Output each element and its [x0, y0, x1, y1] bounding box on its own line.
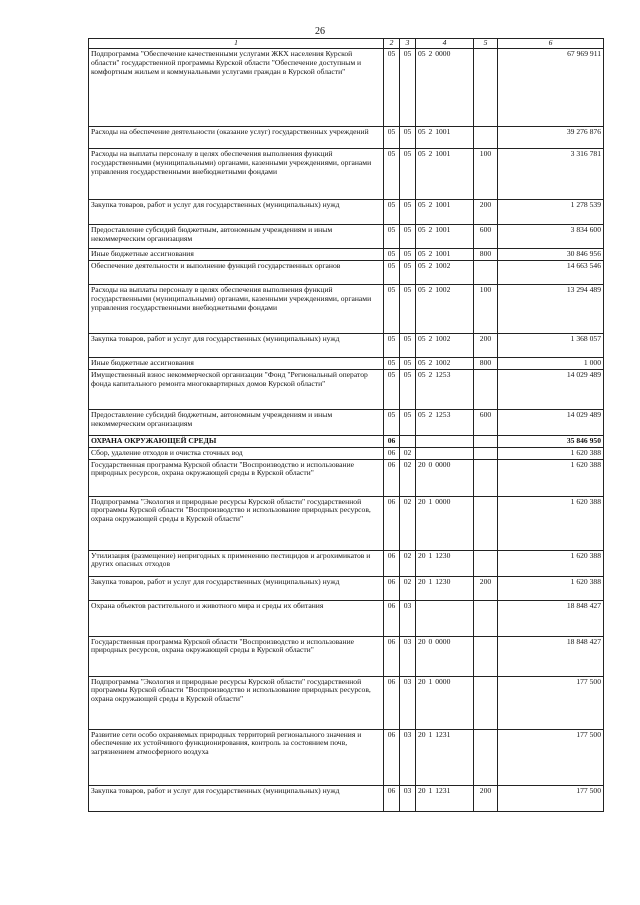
table-row — [89, 225, 604, 249]
row-razdel: 05 — [384, 225, 400, 249]
row-expense-type: 600 — [474, 225, 498, 249]
table-row — [89, 149, 604, 200]
row-amount: 1 368 057 — [498, 333, 604, 357]
row-target-article: 05 2 1253 — [416, 409, 474, 435]
row-name: Подпрограмма "Экология и природные ресурсы Курской области" государственной программы Курской области "Воспроизводство и использование природных ресурсов, охрана окружающей среды в Курской области" — [89, 676, 384, 729]
table-row — [89, 550, 604, 576]
row-podrazdel: 05 — [400, 409, 416, 435]
row-amount: 13 294 489 — [498, 284, 604, 333]
table-row — [89, 435, 604, 447]
row-amount: 30 846 956 — [498, 249, 604, 261]
row-amount: 177 500 — [498, 676, 604, 729]
row-expense-type: 100 — [474, 149, 498, 200]
table-row — [89, 636, 604, 676]
row-expense-type: 200 — [474, 785, 498, 811]
row-name: Закупка товаров, работ и услуг для государственных (муниципальных) нужд — [89, 576, 384, 600]
row-amount: 177 500 — [498, 785, 604, 811]
table-row — [89, 369, 604, 409]
row-target-article: 20 1 0000 — [416, 496, 474, 550]
row-name: Предоставление субсидий бюджетным, автономным учреждениям и иным некоммерческим организациям — [89, 409, 384, 435]
row-podrazdel: 05 — [400, 225, 416, 249]
row-podrazdel: 03 — [400, 729, 416, 785]
row-target-article: 05 2 1001 — [416, 127, 474, 149]
row-expense-type — [474, 127, 498, 149]
header-cell: 1 — [89, 39, 384, 49]
row-podrazdel — [400, 435, 416, 447]
row-target-article: 20 1 0000 — [416, 676, 474, 729]
row-amount: 39 276 876 — [498, 127, 604, 149]
table-row — [89, 127, 604, 149]
row-expense-type: 100 — [474, 284, 498, 333]
row-razdel: 05 — [384, 249, 400, 261]
row-expense-type — [474, 600, 498, 636]
row-podrazdel: 05 — [400, 357, 416, 369]
row-amount: 1 278 539 — [498, 200, 604, 225]
row-name: Предоставление субсидий бюджетным, автономным учреждениям и иным некоммерческим организациям — [89, 225, 384, 249]
table-row — [89, 357, 604, 369]
row-razdel: 06 — [384, 576, 400, 600]
row-razdel: 05 — [384, 260, 400, 284]
row-expense-type — [474, 550, 498, 576]
row-podrazdel: 05 — [400, 149, 416, 200]
row-name: Развитие сети особо охраняемых природных территорий регионального значения и обеспечение их устойчивого функционирования, контроль за состоянием почв, загрязнением атмосферного воздуха — [89, 729, 384, 785]
row-podrazdel: 05 — [400, 200, 416, 225]
table-row — [89, 200, 604, 225]
row-expense-type — [474, 496, 498, 550]
table-row — [89, 284, 604, 333]
row-target-article: 05 2 1001 — [416, 225, 474, 249]
row-amount: 1 620 388 — [498, 496, 604, 550]
row-target-article — [416, 600, 474, 636]
row-expense-type: 200 — [474, 576, 498, 600]
row-target-article: 05 2 1002 — [416, 357, 474, 369]
row-name: Государственная программа Курской области "Воспроизводство и использование природных ресурсов, охрана окружающей среды в Курской области" — [89, 636, 384, 676]
row-amount: 1 620 388 — [498, 459, 604, 496]
row-amount: 35 846 950 — [498, 435, 604, 447]
row-name: Государственная программа Курской области "Воспроизводство и использование природных ресурсов, охрана окружающей среды в Курской области" — [89, 459, 384, 496]
row-target-article — [416, 435, 474, 447]
row-razdel: 05 — [384, 200, 400, 225]
row-expense-type: 600 — [474, 409, 498, 435]
row-podrazdel: 05 — [400, 49, 416, 127]
row-name: Расходы на выплаты персоналу в целях обеспечения выполнения функций государственными (муниципальными) органами, казенными учреждениями, органами управления государственными внебюджетными фондами — [89, 284, 384, 333]
table-row — [89, 729, 604, 785]
row-expense-type — [474, 447, 498, 459]
row-amount: 1 620 388 — [498, 447, 604, 459]
table-row — [89, 409, 604, 435]
row-target-article: 05 2 0000 — [416, 49, 474, 127]
row-name: Подпрограмма "Обеспечение качественными услугами ЖКХ населения Курской области" государственной программы Курской области "Обеспечение доступным и комфортным жильем и коммунальными услугами граждан в Курской области" — [89, 49, 384, 127]
row-expense-type: 800 — [474, 357, 498, 369]
row-amount: 67 969 911 — [498, 49, 604, 127]
row-name: Закупка товаров, работ и услуг для государственных (муниципальных) нужд — [89, 200, 384, 225]
row-expense-type — [474, 636, 498, 676]
row-name: Расходы на обеспечение деятельности (оказание услуг) государственных учреждений — [89, 127, 384, 149]
row-name: Охрана объектов растительного и животного мира и среды их обитания — [89, 600, 384, 636]
table-row — [89, 576, 604, 600]
table-row — [89, 496, 604, 550]
row-amount: 14 663 546 — [498, 260, 604, 284]
table-row — [89, 676, 604, 729]
row-razdel: 06 — [384, 550, 400, 576]
row-name: Утилизация (размещение) непригодных к применению пестицидов и агрохимикатов и других опасных отходов — [89, 550, 384, 576]
row-podrazdel: 02 — [400, 496, 416, 550]
row-razdel: 06 — [384, 459, 400, 496]
row-podrazdel: 05 — [400, 249, 416, 261]
row-target-article: 20 0 0000 — [416, 459, 474, 496]
row-podrazdel: 02 — [400, 550, 416, 576]
row-amount: 18 848 427 — [498, 600, 604, 636]
table-row — [89, 600, 604, 636]
budget-table — [88, 38, 604, 812]
row-podrazdel: 05 — [400, 333, 416, 357]
row-podrazdel: 03 — [400, 676, 416, 729]
row-podrazdel: 03 — [400, 785, 416, 811]
row-podrazdel: 02 — [400, 576, 416, 600]
row-razdel: 06 — [384, 435, 400, 447]
row-expense-type — [474, 729, 498, 785]
row-razdel: 05 — [384, 49, 400, 127]
row-target-article: 05 2 1001 — [416, 200, 474, 225]
row-name: Имущественный взнос некоммерческой организации "Фонд "Региональный оператор фонда капитального ремонта многоквартирных домов Курской области" — [89, 369, 384, 409]
table-body — [89, 49, 604, 812]
row-razdel: 05 — [384, 149, 400, 200]
row-target-article — [416, 447, 474, 459]
row-podrazdel: 03 — [400, 636, 416, 676]
row-target-article: 05 2 1253 — [416, 369, 474, 409]
header-cell: 5 — [474, 39, 498, 49]
row-target-article: 05 2 1002 — [416, 284, 474, 333]
header-row — [89, 39, 604, 49]
row-amount: 1 000 — [498, 357, 604, 369]
row-expense-type — [474, 369, 498, 409]
table-row — [89, 49, 604, 127]
row-podrazdel: 05 — [400, 284, 416, 333]
row-name: Сбор, удаление отходов и очистка сточных вод — [89, 447, 384, 459]
row-razdel: 05 — [384, 127, 400, 149]
row-razdel: 06 — [384, 729, 400, 785]
row-razdel: 05 — [384, 369, 400, 409]
row-target-article: 05 2 1002 — [416, 333, 474, 357]
header-cell: 3 — [400, 39, 416, 49]
row-razdel: 05 — [384, 357, 400, 369]
row-amount: 14 029 489 — [498, 369, 604, 409]
table-row — [89, 333, 604, 357]
row-expense-type — [474, 459, 498, 496]
row-expense-type: 200 — [474, 333, 498, 357]
row-target-article: 20 1 1231 — [416, 729, 474, 785]
row-podrazdel: 03 — [400, 600, 416, 636]
row-target-article: 20 0 0000 — [416, 636, 474, 676]
row-expense-type — [474, 49, 498, 127]
row-expense-type: 200 — [474, 200, 498, 225]
row-expense-type: 800 — [474, 249, 498, 261]
row-name: Подпрограмма "Экология и природные ресурсы Курской области" государственной программы Курской области "Воспроизводство и использование природных ресурсов, охрана окружающей среды в Курской области" — [89, 496, 384, 550]
table-row — [89, 785, 604, 811]
row-amount: 14 029 489 — [498, 409, 604, 435]
row-name: Расходы на выплаты персоналу в целях обеспечения выполнения функций государственными (муниципальными) органами, казенными учреждениями, органами управления государственными внебюджетными фондами — [89, 149, 384, 200]
row-podrazdel: 05 — [400, 127, 416, 149]
row-razdel: 06 — [384, 636, 400, 676]
row-amount: 1 620 388 — [498, 550, 604, 576]
row-target-article: 20 1 1231 — [416, 785, 474, 811]
row-amount: 1 620 388 — [498, 576, 604, 600]
row-podrazdel: 05 — [400, 369, 416, 409]
row-target-article: 20 1 1230 — [416, 550, 474, 576]
row-target-article: 05 2 1002 — [416, 260, 474, 284]
table-row — [89, 260, 604, 284]
row-podrazdel: 02 — [400, 459, 416, 496]
row-name: Обеспечение деятельности и выполнение функций государственных органов — [89, 260, 384, 284]
row-amount: 3 834 600 — [498, 225, 604, 249]
row-expense-type — [474, 260, 498, 284]
table-row — [89, 249, 604, 261]
row-name: Иные бюджетные ассигнования — [89, 249, 384, 261]
row-expense-type — [474, 435, 498, 447]
row-name: Закупка товаров, работ и услуг для государственных (муниципальных) нужд — [89, 785, 384, 811]
row-target-article: 05 2 1001 — [416, 149, 474, 200]
row-amount: 177 500 — [498, 729, 604, 785]
row-razdel: 05 — [384, 333, 400, 357]
row-razdel: 06 — [384, 447, 400, 459]
table-row — [89, 459, 604, 496]
row-podrazdel: 02 — [400, 447, 416, 459]
header-cell: 2 — [384, 39, 400, 49]
row-target-article: 20 1 1230 — [416, 576, 474, 600]
row-name: ОХРАНА ОКРУЖАЮЩЕЙ СРЕДЫ — [89, 435, 384, 447]
row-name: Иные бюджетные ассигнования — [89, 357, 384, 369]
row-razdel: 06 — [384, 600, 400, 636]
row-expense-type — [474, 676, 498, 729]
row-razdel: 06 — [384, 785, 400, 811]
header-cell: 4 — [416, 39, 474, 49]
page-number: 26 — [315, 26, 325, 37]
row-razdel: 05 — [384, 284, 400, 333]
row-razdel: 06 — [384, 496, 400, 550]
row-razdel: 05 — [384, 409, 400, 435]
row-podrazdel: 05 — [400, 260, 416, 284]
row-name: Закупка товаров, работ и услуг для государственных (муниципальных) нужд — [89, 333, 384, 357]
header-cell: 6 — [498, 39, 604, 49]
row-target-article: 05 2 1001 — [416, 249, 474, 261]
row-razdel: 06 — [384, 676, 400, 729]
row-amount: 18 848 427 — [498, 636, 604, 676]
table-row — [89, 447, 604, 459]
row-amount: 3 316 781 — [498, 149, 604, 200]
